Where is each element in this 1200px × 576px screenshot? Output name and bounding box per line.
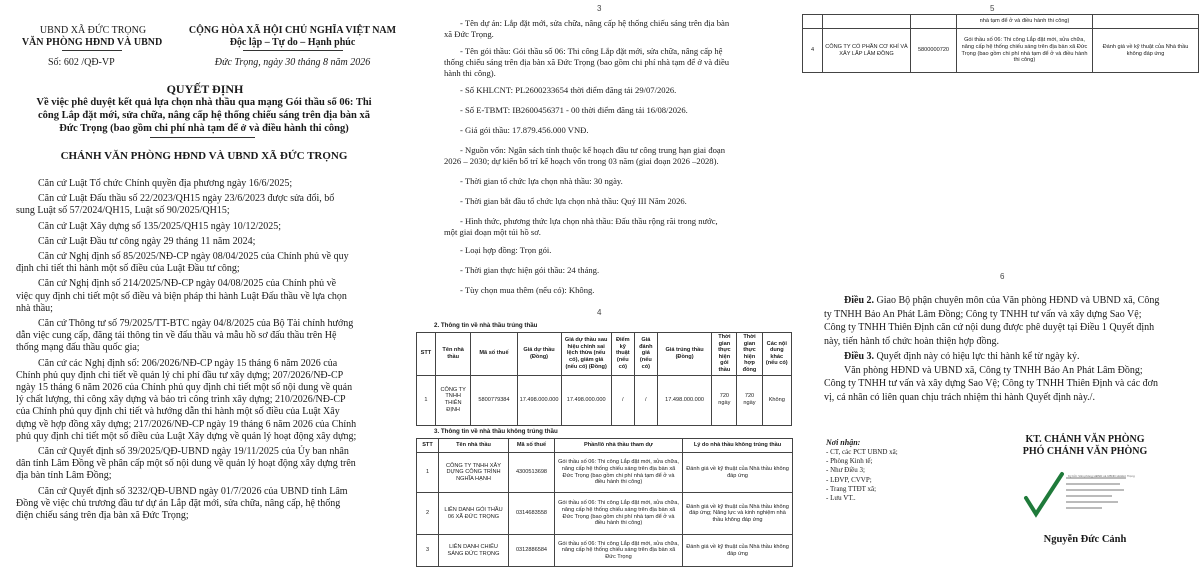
recipient-item: - LĐVP, CVVP; [826,475,872,484]
nation-title: CỘNG HÒA XÃ HỘI CHỦ NGHĨA VIỆT NAM [188,25,397,36]
ground-item [16,358,391,443]
article-2 [824,294,1194,348]
article-text: Quyết định này có hiệu lực thi hành kể từ ngày ký. [874,351,1080,362]
loser-table-continued [802,14,1199,73]
detail-item [444,245,789,256]
detail-item [444,105,789,116]
article-line: này, tiến hành tổ chức hoàn thiện hợp đồng. [824,335,1000,347]
legal-grounds [16,178,391,522]
detail-item [444,145,789,167]
authority-heading: CHÁNH VĂN PHÒNG HĐND VÀ UBND XÃ ĐỨC TRỌNG [60,150,348,162]
motto: Độc lập – Tự do – Hạnh phúc [229,37,356,48]
detail-text: một giai đoạn một túi hồ sơ. [444,227,541,237]
recipient-item: - Lưu VT.. [826,494,856,503]
ground-item [16,486,391,523]
table-cell: 720 ngày [737,375,762,425]
ground-text: Căn cứ Quyết định số 3232/QĐ-UBND ngày 01/7/2026 của UBND tỉnh Lâm [38,485,348,497]
org-line-2: VĂN PHÒNG HĐND VÀ UBND [21,37,163,48]
ground-text: Căn cứ Nghị định số 85/2025/NĐ-CP ngày 08/04/2025 của Chính phủ về quy [38,251,349,263]
header-cell: Phần/lô nhà thầu tham dự [555,439,683,453]
ground-text: điện chiếu sáng trên địa bàn xã Đức Trọng; [16,510,189,522]
table-cell: 5800779384 [471,375,517,425]
header-cell: Tên nhà thầu [439,439,509,453]
header-cell: Điểm kỹ thuật (nếu có) [611,333,634,376]
ground-text: Căn cứ Nghị định số 214/2025/NĐ-CP ngày 04/08/2025 của Chính phủ về [38,278,337,290]
ground-text: việc quy định chi tiết một số điều và biện pháp thi hành Luật Đấu thầu về lựa chọn [16,290,347,302]
detail-text: - Tùy chọn mua thêm (nếu có): Không. [460,285,595,295]
page-3 [414,0,794,295]
recipient-item: - Trang TTĐT xã; [826,484,877,493]
org-underline [62,50,122,51]
detail-text: xã Đức Trọng. [444,29,494,39]
ground-item [16,446,391,483]
table-row [417,375,792,425]
ground-text: thống mạng đấu thầu quốc gia; [16,342,140,354]
article-line: ty TNHH Bảo An Phát Lâm Đồng; Công ty TNHH tư vấn và xây dựng Sao Vệ; [824,308,1142,320]
table-cell: LIÊN DANH CHIẾU SÁNG ĐỨC TRỌNG [439,535,509,567]
winner-table [416,332,792,426]
detail-text: - Hình thức, phương thức lựa chọn nhà thầu: Đấu thầu rộng rãi trong nước, [460,216,718,226]
table-row [803,15,1199,29]
detail-text: hành thi công). [444,68,496,78]
table-cell [823,15,911,29]
table-cell: / [611,375,634,425]
section-3-title: 3. Thông tin về nhà thầu không trúng thầu [434,428,558,435]
ground-text: sung Luật số 57/2024/QH15, Luật số 90/2025/QH15; [16,205,230,217]
table-cell: nhà tạm để ở và điều hành thi công) [957,15,1093,29]
table-cell [803,15,823,29]
article-line: Công ty TNHH Thiên Định căn cứ nội dung được phê duyệt tại Điều 1 Quyết định [824,322,1155,333]
ground-text: dựng về hợp đồng xây dựng; 217/2026/NĐ-CP ngày 19 tháng 6 năm 2026 của Chính [16,418,357,430]
ground-text: địa bàn tỉnh Lâm Đồng; [16,470,112,482]
decision-subject [14,96,394,135]
header-cell: Các nội dung khác (nếu có) [762,333,791,376]
table-header-row [417,439,793,453]
ground-text: ngày 15 tháng 6 năm 2026 của Chính phủ quy định chi tiết một số nội dung về quản [16,382,353,394]
detail-text: - Tên gói thầu: Gói thầu số 06: Thi công Lắp đặt mới, sửa chữa, nâng cấp hệ [460,46,723,56]
ground-text: Đồng về việc chủ trương đầu tư dự án Lắp đặt mới, sửa chữa, nâng cấp, hệ thống [16,497,341,509]
header-cell: Giá dự thầu sau hiệu chỉnh sai lệch thừa (nếu có), giảm giá (nếu có) (Đồng) [561,333,611,376]
page-1 [0,0,405,576]
signature-caption: Ký bởi: Văn phòng HĐND và UBND xã Đức Trọng [1068,474,1135,478]
table-cell: / [634,375,657,425]
signer-name: Nguyễn Đức Cảnh [1043,534,1127,545]
table-cell [911,15,957,29]
table-cell: 5800000720 [911,29,957,73]
header-cell: Giá đánh giá (nếu có) [634,333,657,376]
table-cell: CÔNG TY TNHH XÂY DỰNG CÔNG TRÌNH NGHĨA HẠNH [439,453,509,493]
recipients [826,438,966,503]
section-2-title: 2. Thông tin về nhà thầu trúng thầu [434,322,538,329]
detail-text: thống chiếu sáng trên địa bàn xã Đức Trọng (bao gồm chi phí nhà tạm để ở và điều [444,57,730,67]
recipient-item: - Như Điều 3; [826,466,865,475]
table-cell: 4 [803,29,823,73]
detail-text: - Tên dự án: Lắp đặt mới, sửa chữa, nâng cấp hệ thống chiếu sáng trên địa bàn [460,18,730,28]
table-cell: 17.498.000.000 [657,375,711,425]
article-line [824,350,1194,364]
table-cell: 4300513698 [509,453,555,493]
sign-title-2: PHÓ CHÁNH VĂN PHÒNG [1022,446,1148,457]
detail-item [444,125,789,136]
ground-text: Căn cứ Luật Đầu tư công ngày 29 tháng 11 năm 2024; [38,235,256,247]
ground-text: Căn cứ Thông tư số 79/2025/TT-BTC ngày 04/8/2025 của Bộ Tài chính hướng [38,318,354,330]
ground-item [16,193,391,217]
detail-text: - Thời gian tổ chức lựa chọn nhà thầu: 30 ngày. [460,176,623,186]
detail-text: - Giá gói thầu: 17.879.456.000 VNĐ. [460,125,589,135]
table-cell: CÔNG TY TNHH THIÊN ĐỊNH [435,375,471,425]
header-cell: Giá trúng thầu (Đồng) [657,333,711,376]
table-cell: 3 [417,535,439,567]
subject-line: công Lắp đặt mới, sửa chữa, nâng cấp hệ thống chiếu sáng trên địa bàn xã [37,110,370,121]
recipient-item: - CT, các PCT UBND xã; [826,448,898,456]
table-cell: Đánh giá về kỹ thuật của Nhà thầu không đáp ứng [1093,29,1199,73]
header-cell: Lý do nhà thầu không trúng thầu [683,439,793,453]
ground-item [16,318,391,355]
ground-text: dân tỉnh Lâm Đồng về phân cấp một số nội dung về quản lý hoạt động xây dựng trên [16,458,356,470]
table-cell: Gói thầu số 06: Thi công Lắp đặt mới, sửa chữa, nâng cấp hệ thống chiếu sáng trên địa bàn xã Đức Trọng (bao gồm chi phí nhà tạm để ở và điều hành thi công) [555,453,683,493]
sign-title-1: KT. CHÁNH VĂN PHÒNG [1025,434,1145,445]
ground-item [16,278,391,315]
table-cell: 720 ngày [712,375,737,425]
table-cell: Đánh giá về kỹ thuật của Nhà thầu không đáp ứng; Năng lực và kinh nghiệm nhà thầu không đáp ứng [683,493,793,535]
ground-item [16,221,391,233]
ground-item [16,178,391,190]
page-number: 3 [597,4,602,13]
header-cell: STT [417,333,436,376]
ground-text: Căn cứ Quyết định số 39/2025/QĐ-UBND ngày 19/11/2025 của Ủy ban nhân [38,446,349,458]
subject-underline [150,137,255,138]
loser-table [416,438,793,567]
table-cell: CÔNG TY CỔ PHẦN CƠ KHÍ VÀ XÂY LẮP LÂM ĐỒNG [823,29,911,73]
header-cell: Mã số thuế [509,439,555,453]
header-cell: Thời gian thực hiện hợp đồng [737,333,762,376]
table-row [417,493,793,535]
table-cell: Đánh giá về kỹ thuật của Nhà thầu không đáp ứng [683,535,793,567]
detail-text: - Nguồn vốn: Ngân sách tỉnh thuộc kế hoạch đầu tư công trung hạn giai đoạn [460,145,726,155]
detail-item [444,85,789,96]
table-cell: Không [762,375,791,425]
ground-item [16,251,391,275]
page-number: 4 [597,308,602,317]
detail-item [444,176,789,187]
ground-item [16,236,391,248]
article-3 [824,350,1194,404]
header-cell: Giá dự thầu (Đồng) [517,333,561,376]
table-cell: Gói thầu số 06: Thi công Lắp đặt mới, sửa chữa, nâng cấp hệ thống chiếu sáng trên địa bàn xã Đức Trọng (bao gồm chi phí nhà tạm để ở và điều hành thi công) [957,29,1093,73]
ground-text: dẫn việc cung cấp, đăng tải thông tin về đấu thầu và mẫu hồ sơ đấu thầu trên Hệ [16,330,337,342]
subject-line: Đức Trọng (bao gồm chi phí nhà tạm để ở và điều hành thi công) [59,123,349,134]
detail-item [444,265,789,276]
detail-text: - Số KHLCNT: PL2600233654 thời điểm đăng tải 29/07/2026. [460,85,677,95]
table-row [803,29,1199,73]
subject-line: Về việc phê duyệt kết quả lựa chọn nhà thầu qua mạng Gói thầu số 06: Thi [36,97,372,108]
ground-text: lý chất lượng, thi công xây dựng và bảo trì công trình xây dựng; 210/2026/NĐ-CP [16,394,346,406]
table-cell: 17.498.000.000 [561,375,611,425]
article-2-label: Điều 2. [844,295,874,306]
doc-number: Số: 602 /QĐ-VP [48,57,115,68]
table-cell: Gói thầu số 06: Thi công Lắp đặt mới, sửa chữa, nâng cấp hệ thống chiếu sáng trên địa bàn xã Đức Trọng (bao gồm chi phí nhà tạm để ở và điều hành thi công) [555,493,683,535]
ground-text: Chính phủ quy định chi tiết về quản lý chi phí đầu tư xây dựng; 207/2026/NĐ-CP [16,369,344,381]
table-cell: 17.498.000.000 [517,375,561,425]
table-cell: LIÊN DANH GÓI THẦU 06 XÃ ĐỨC TRỌNG [439,493,509,535]
table-cell: 1 [417,375,436,425]
article-line: Văn phòng HĐND và UBND xã, Công ty TNHH Bảo An Phát Lâm Đồng; [844,364,1143,376]
detail-item [444,216,789,238]
ground-text: Căn cứ các Nghị định số: 206/2026/NĐ-CP ngày 15 tháng 6 năm 2026 của [38,357,338,369]
ground-text: nhà thầu; [16,302,53,314]
article-line: vị, cá nhân có liên quan chịu trách nhiệm thi hành Quyết định này./. [824,391,1095,403]
article-line: Công ty TNHH tư vấn và xây dựng Sao Vệ; Công ty TNHH Thiên Định và các đơn [824,378,1158,389]
table-cell: Đánh giá về kỹ thuật của Nhà thầu không đáp ứng [683,453,793,493]
table-header-row [417,333,792,376]
detail-item [444,18,789,40]
recipients-title: Nơi nhận: [826,438,861,447]
header-cell: STT [417,439,439,453]
motto-underline [243,50,343,51]
header-cell: Mã số thuế [471,333,517,376]
ground-text: phủ quy định chi tiết một số điều của Luật Xây dựng về quản lý hoạt động xây dựng; [16,430,357,442]
article-text: Giao Bộ phận chuyên môn của Văn phòng HĐND và UBND xã, Công [874,295,1160,306]
page-number: 6 [1000,272,1005,281]
table-cell: 0312886584 [509,535,555,567]
recipient-item: - Phòng Kinh tế; [826,457,873,466]
ground-text: Căn cứ Luật Tổ chức Chính quyền địa phương ngày 16/6/2025; [38,178,293,189]
header-cell: Tên nhà thầu [435,333,471,376]
decision-title: QUYẾT ĐỊNH [166,82,244,96]
detail-item [444,46,789,79]
detail-item [444,285,789,296]
org-line-1: UBND XÃ ĐỨC TRỌNG [39,25,147,36]
page-4 [414,300,794,576]
table-cell: 1 [417,453,439,493]
table-cell: 2 [417,493,439,535]
table-cell [1093,15,1199,29]
detail-text: - Thời gian bắt đầu tổ chức lựa chọn nhà thầu: Quý III Năm 2026. [460,196,687,206]
detail-text: - Thời gian thực hiện gói thầu: 24 tháng. [460,265,600,275]
table-cell: Gói thầu số 06: Thi công Lắp đặt mới, sửa chữa, nâng cấp hệ thống chiếu sáng trên địa bàn xã Đức Trọng [555,535,683,567]
header-cell: Thời gian thực hiện gói thầu [712,333,737,376]
article-3-label: Điều 3. [844,351,874,362]
page-6 [800,262,1200,576]
ground-text: Căn cứ Luật Đấu thầu số 22/2023/QH15 ngày 23/6/2023 được sửa đổi, bổ [38,193,335,205]
ground-text: Căn cứ Luật Xây dựng số 135/2025/QH15 ngày 10/12/2025; [38,220,282,232]
place-date: Đức Trọng, ngày 30 tháng 8 năm 2026 [214,57,371,68]
page-5 [800,0,1200,120]
ground-text: định chi tiết thi hành một số điều của Luật Đầu tư công; [16,263,240,275]
detail-text: 2026 – 2030; dự kiến bố trí kế hoạch vốn trong 03 năm (giai đoạn 2026 –2028). [444,156,719,166]
package-details [444,18,789,296]
ground-text: của Chính phủ quy định chi tiết và hướng dẫn thi hành một số điều của Luật Xây [16,406,340,418]
table-row [417,535,793,567]
table-cell: 0314683558 [509,493,555,535]
table-row [417,453,793,493]
detail-text: - Loại hợp đồng: Trọn gói. [460,245,552,255]
detail-item [444,196,789,207]
article-line [824,294,1194,308]
detail-text: - Số E-TBMT: IB2600456371 - 00 thời điểm đăng tải 16/08/2026. [460,105,688,115]
page-number: 5 [990,4,995,13]
